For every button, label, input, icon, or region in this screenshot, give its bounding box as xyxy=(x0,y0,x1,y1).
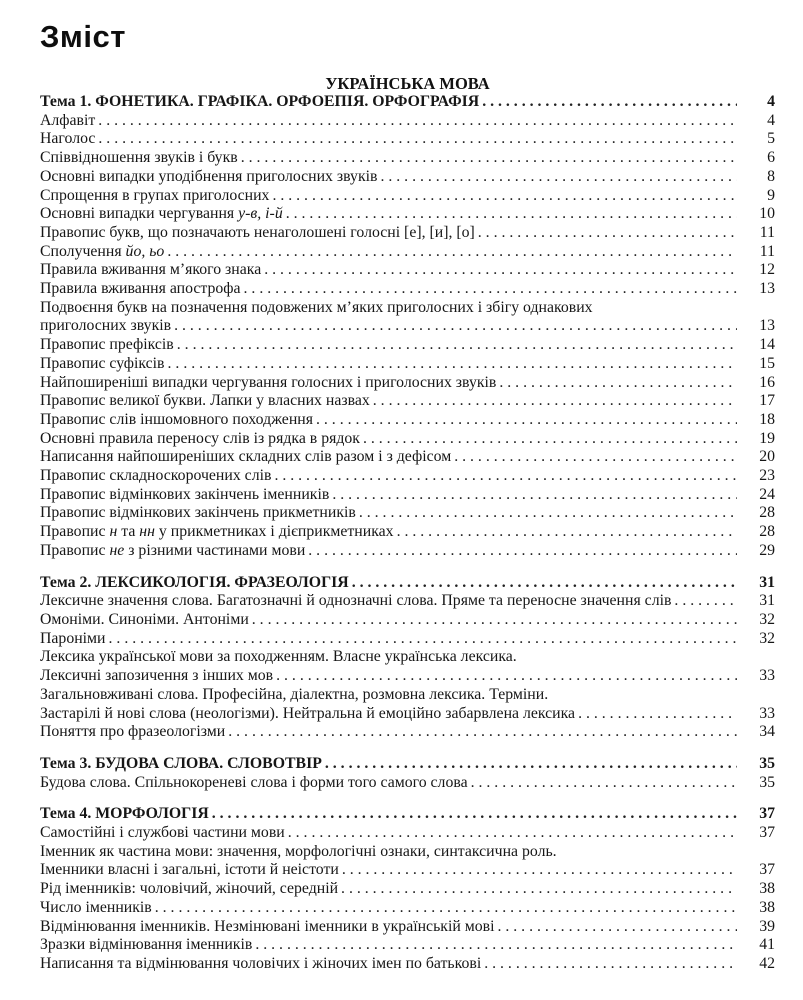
toc-entry-text: Написання та відмінювання чоловічих і жіночих імен по батькові xyxy=(40,954,482,972)
dot-leader xyxy=(98,130,737,149)
toc-entry-text: Пароніми xyxy=(40,629,106,647)
toc-page-number: 9 xyxy=(767,186,775,204)
toc-section xyxy=(40,755,775,792)
toc-page-number: 16 xyxy=(759,373,775,391)
toc-entry-text: Зразки відмінювання іменників xyxy=(40,936,253,954)
dot-leader xyxy=(286,205,737,224)
toc-page-number: 28 xyxy=(759,523,775,541)
toc-entry-text: Іменники власні і загальні, істоти й неістоти xyxy=(40,861,339,879)
dot-leader xyxy=(674,592,737,611)
toc-entry xyxy=(40,611,775,630)
dot-leader xyxy=(274,467,737,486)
dot-leader xyxy=(316,411,737,430)
toc-entry-text: Відмінювання іменників. Незмінювані іменники в українській мові xyxy=(40,917,495,935)
toc-entry xyxy=(40,936,775,955)
toc-page-number: 31 xyxy=(759,592,775,610)
dot-leader xyxy=(373,392,737,411)
toc-entry xyxy=(40,667,775,686)
toc-entry xyxy=(40,542,775,561)
toc-page-number: 24 xyxy=(759,485,775,503)
toc-page-number: 4 xyxy=(767,93,775,110)
dot-leader xyxy=(380,168,737,187)
toc-entry-text: Правопис відмінкових закінчень прикметників xyxy=(40,504,356,522)
toc-entry-text: Правопис великої букви. Лапки у власних назвах xyxy=(40,392,370,410)
toc-entry xyxy=(40,918,775,937)
toc-entry-text: Омоніми. Синоніми. Антоніми xyxy=(40,610,249,628)
toc-entry-text: Правопис префіксів xyxy=(40,336,174,354)
toc xyxy=(40,93,775,974)
toc-entry-text: Загальновживані слова. Професійна, діалектна, розмовна лексика. Терміни. xyxy=(40,685,549,703)
toc-entry-text: Правопис слів іншомовного походження xyxy=(40,410,313,428)
toc-entry-text: Правила вживання м’якого знака xyxy=(40,261,262,279)
toc-section xyxy=(40,93,775,561)
dot-leader xyxy=(471,774,737,793)
toc-page-number: 32 xyxy=(759,629,775,647)
toc-page-number: 37 xyxy=(759,861,775,879)
toc-entry-text: Співвідношення звуків і букв xyxy=(40,149,238,167)
toc-entry xyxy=(40,411,775,430)
toc-entry-text: Тема 2. ЛЕКСИКОЛОГІЯ. ФРАЗЕОЛОГІЯ xyxy=(40,573,349,591)
toc-entry xyxy=(40,336,775,355)
toc-entry xyxy=(40,243,775,262)
dot-leader xyxy=(228,723,737,742)
toc-entry xyxy=(40,630,775,649)
toc-entry-text: Сполучення йо, ьо xyxy=(40,242,165,260)
toc-entry-text: Подвоєння букв на позначення подовжених м’яких приголосних і збігу однакових xyxy=(40,298,593,316)
dot-leader xyxy=(484,955,737,974)
toc-entry xyxy=(40,861,775,880)
dot-leader xyxy=(454,448,737,467)
dot-leader xyxy=(342,861,737,880)
toc-page-number: 34 xyxy=(759,723,775,741)
dot-leader xyxy=(352,574,737,593)
toc-entry xyxy=(40,374,775,393)
toc-page-number: 20 xyxy=(759,448,775,466)
toc-page-number: 11 xyxy=(759,223,775,241)
toc-entry-text: Лексика української мови за походженням. Власне українська лексика. xyxy=(40,648,517,666)
toc-page-number: 8 xyxy=(767,167,775,185)
toc-page-number: 12 xyxy=(759,261,775,279)
toc-entry xyxy=(40,187,775,206)
toc-entry xyxy=(40,149,775,168)
toc-page-number: 28 xyxy=(759,504,775,522)
toc-entry xyxy=(40,317,775,336)
toc-page-number: 32 xyxy=(759,610,775,628)
toc-page-number: 37 xyxy=(759,824,775,842)
toc-page-number: 19 xyxy=(759,429,775,447)
toc-entry-text: Тема 4. МОРФОЛОГІЯ xyxy=(40,805,209,823)
toc-page-number: 23 xyxy=(759,467,775,485)
toc-entry xyxy=(40,955,775,974)
toc-entry xyxy=(40,486,775,505)
toc-entry xyxy=(40,899,775,918)
toc-entry xyxy=(40,574,775,593)
toc-entry-text: Правопис складноскорочених слів xyxy=(40,467,272,485)
dot-leader xyxy=(212,805,737,824)
toc-entry-text: Написання найпоширеніших складних слів разом і з дефісом xyxy=(40,448,452,466)
toc-entry-text: Наголос xyxy=(40,130,96,148)
toc-entry xyxy=(40,467,775,486)
dot-leader xyxy=(332,486,737,505)
toc-page-number: 5 xyxy=(767,130,775,148)
toc-entry-text: Алфавіт xyxy=(40,111,96,129)
dot-leader xyxy=(272,187,737,206)
toc-page-number: 38 xyxy=(759,898,775,916)
toc-entry xyxy=(40,648,775,667)
toc-entry xyxy=(40,355,775,374)
toc-entry-text: Будова слова. Спільнокореневі слова і форми того самого слова xyxy=(40,773,468,791)
dot-leader xyxy=(325,755,737,774)
toc-page-number: 39 xyxy=(759,917,775,935)
toc-entry-text: Основні правила переносу слів із рядка в рядок xyxy=(40,429,360,447)
toc-entry xyxy=(40,755,775,774)
toc-entry xyxy=(40,299,775,318)
toc-entry-text: приголосних звуків xyxy=(40,317,172,335)
toc-entry-text: Правопис відмінкових закінчень іменників xyxy=(40,485,330,503)
dot-leader xyxy=(155,899,737,918)
dot-leader xyxy=(255,936,737,955)
toc-page-number: 10 xyxy=(759,205,775,223)
toc-entry xyxy=(40,130,775,149)
toc-entry-text: Правопис суфіксів xyxy=(40,354,165,372)
toc-page-number: 41 xyxy=(759,936,775,954)
toc-entry xyxy=(40,224,775,243)
toc-entry-text: Застарілі й нові слова (неологізми). Нейтральна й емоційно забарвлена лексика xyxy=(40,704,576,722)
toc-entry xyxy=(40,93,775,112)
toc-page-number: 29 xyxy=(759,541,775,559)
dot-leader xyxy=(276,667,737,686)
toc-entry xyxy=(40,392,775,411)
dot-leader xyxy=(252,611,737,630)
toc-section xyxy=(40,805,775,973)
toc-entry xyxy=(40,843,775,862)
toc-entry-text: Поняття про фразеологізми xyxy=(40,723,226,741)
toc-page-number: 14 xyxy=(759,336,775,354)
toc-entry xyxy=(40,523,775,542)
toc-entry xyxy=(40,880,775,899)
dot-leader xyxy=(341,880,737,899)
dot-leader xyxy=(241,149,737,168)
dot-leader xyxy=(168,355,737,374)
toc-entry xyxy=(40,504,775,523)
toc-section xyxy=(40,574,775,742)
toc-page-number: 13 xyxy=(759,317,775,335)
toc-entry-text: Іменник як частина мови: значення, морфологічні ознаки, синтаксична роль. xyxy=(40,842,557,860)
toc-entry xyxy=(40,774,775,793)
toc-entry-text: Лексичне значення слова. Багатозначні й однозначні слова. Пряме та переносне значення слів xyxy=(40,592,672,610)
dot-leader xyxy=(497,918,737,937)
toc-page-number: 15 xyxy=(759,354,775,372)
toc-entry-text: Правопис н та нн у прикметниках і дієприкметниках xyxy=(40,523,394,541)
toc-entry-text: Правила вживання апострофа xyxy=(40,280,241,298)
toc-entry xyxy=(40,824,775,843)
toc-entry-text: Самостійні і службові частини мови xyxy=(40,824,285,842)
dot-leader xyxy=(109,630,737,649)
toc-entry xyxy=(40,168,775,187)
toc-page-number: 33 xyxy=(759,704,775,722)
toc-page-number: 4 xyxy=(767,111,775,129)
toc-entry xyxy=(40,805,775,824)
dot-leader xyxy=(359,504,737,523)
toc-entry xyxy=(40,430,775,449)
dot-leader xyxy=(288,824,737,843)
toc-page-number: 35 xyxy=(759,773,775,791)
toc-page-number: 17 xyxy=(759,392,775,410)
toc-page-number: 13 xyxy=(759,280,775,298)
toc-entry xyxy=(40,112,775,131)
toc-entry-text: Рід іменників: чоловічий, жіночий, середній xyxy=(40,880,339,898)
toc-entry-text: Тема 1. ФОНЕТИКА. ГРАФІКА. ОРФОЕПІЯ. ОРФОГРАФІЯ xyxy=(40,93,480,110)
toc-entry-text: Найпоширеніші випадки чергування голосних і приголосних звуків xyxy=(40,373,497,391)
dot-leader xyxy=(177,336,737,355)
toc-entry xyxy=(40,448,775,467)
dot-leader xyxy=(167,243,737,262)
toc-entry-text: Основні випадки чергування у-в, і-й xyxy=(40,205,283,223)
dot-leader xyxy=(478,224,737,243)
toc-page-number: 33 xyxy=(759,667,775,685)
toc-entry xyxy=(40,261,775,280)
dot-leader xyxy=(482,93,737,112)
toc-entry-text: Лексичні запозичення з інших мов xyxy=(40,667,274,685)
toc-entry-text: Правопис букв, що позначають ненаголошені голосні [е], [и], [о] xyxy=(40,223,475,241)
dot-leader xyxy=(363,430,737,449)
dot-leader xyxy=(308,542,737,561)
toc-page-number: 31 xyxy=(759,573,775,591)
toc-entry-text: Спрощення в групах приголосних xyxy=(40,186,270,204)
toc-page-number: 38 xyxy=(759,880,775,898)
toc-entry xyxy=(40,686,775,705)
toc-entry xyxy=(40,280,775,299)
dot-leader xyxy=(578,705,737,724)
dot-leader xyxy=(244,280,737,299)
dot-leader xyxy=(264,261,737,280)
toc-entry-text: Тема 3. БУДОВА СЛОВА. СЛОВОТВІР xyxy=(40,754,322,772)
dot-leader xyxy=(174,317,737,336)
toc-entry xyxy=(40,592,775,611)
dot-leader xyxy=(397,523,737,542)
subject-heading: УКРАЇНСЬКА МОВА xyxy=(325,74,490,93)
toc-page-number: 37 xyxy=(759,805,775,823)
page-title: Зміст xyxy=(40,19,126,54)
toc-page-number: 6 xyxy=(767,149,775,167)
toc-entry-text: Число іменників xyxy=(40,898,152,916)
toc-page-number: 18 xyxy=(759,410,775,428)
toc-page-number: 35 xyxy=(759,754,775,772)
toc-page-number: 11 xyxy=(759,242,775,260)
toc-entry xyxy=(40,705,775,724)
toc-entry-text: Основні випадки уподібнення приголосних звуків xyxy=(40,167,378,185)
dot-leader xyxy=(499,374,737,393)
toc-entry xyxy=(40,723,775,742)
toc-page-number: 42 xyxy=(759,954,775,972)
toc-entry-text: Правопис не з різними частинами мови xyxy=(40,541,306,559)
dot-leader xyxy=(98,112,737,131)
toc-entry xyxy=(40,205,775,224)
